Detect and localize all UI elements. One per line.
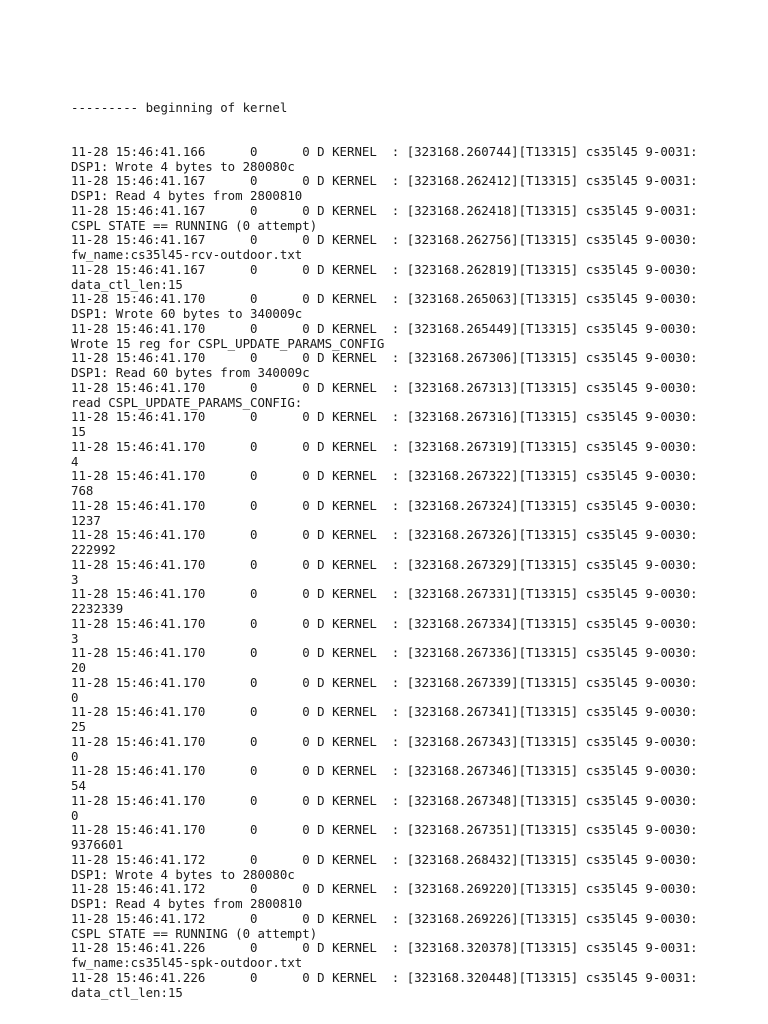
log-entry-message: 3 xyxy=(71,631,79,646)
log-entry-head: 11-28 15:46:41.170 0 0 D KERNEL : [323168.267322][T13315] cs35l45 9-0030: xyxy=(71,469,698,484)
log-entry-head: 11-28 15:46:41.170 0 0 D KERNEL : [323168.267326][T13315] cs35l45 9-0030: xyxy=(71,528,698,543)
log-entry-head: 11-28 15:46:41.170 0 0 D KERNEL : [323168.267316][T13315] cs35l45 9-0030: xyxy=(71,410,698,425)
log-entry-message: fw_name:cs35l45-rcv-outdoor.txt xyxy=(71,248,303,262)
log-entry-message: 2232339 xyxy=(71,602,124,616)
log-entry-message: 768 xyxy=(71,484,94,498)
log-entry-message: DSP1: Read 4 bytes from 2800810 xyxy=(71,897,303,911)
log-entry-head: 11-28 15:46:41.172 0 0 D KERNEL : [323168.269226][T13315] cs35l45 9-0030: xyxy=(71,911,698,926)
log-entry-message: 222992 xyxy=(71,543,116,557)
log-entry-head: 11-28 15:46:41.170 0 0 D KERNEL : [323168.267336][T13315] cs35l45 9-0030: xyxy=(71,646,698,661)
log-entry-message: DSP1: Wrote 4 bytes to 280080c xyxy=(71,159,295,174)
log-entry-message: 25 xyxy=(71,720,86,734)
log-entry-head: 11-28 15:46:41.170 0 0 D KERNEL : [323168.267348][T13315] cs35l45 9-0030: xyxy=(71,793,698,808)
log-entry-head: 11-28 15:46:41.170 0 0 D KERNEL : [323168.267351][T13315] cs35l45 9-0030: xyxy=(71,823,698,838)
log-entry-message: 1237 xyxy=(71,513,101,528)
log-entry-head: 11-28 15:46:41.167 0 0 D KERNEL : [323168.262819][T13315] cs35l45 9-0030: xyxy=(71,262,698,277)
log-entry-head: 11-28 15:46:41.170 0 0 D KERNEL : [323168.265063][T13315] cs35l45 9-0030: xyxy=(71,292,698,307)
log-entry-message: 9376601 xyxy=(71,838,124,852)
log-entry-message: 20 xyxy=(71,661,86,675)
log-entry-message: 54 xyxy=(71,779,86,793)
log-entry-head: 11-28 15:46:41.167 0 0 D KERNEL : [323168.262412][T13315] cs35l45 9-0031: xyxy=(71,174,698,189)
log-entry-head: 11-28 15:46:41.172 0 0 D KERNEL : [323168.269220][T13315] cs35l45 9-0030: xyxy=(71,882,698,897)
log-entry-message: 3 xyxy=(71,572,79,587)
log-entry-message: CSPL STATE == RUNNING (0 attempt) xyxy=(71,926,318,941)
log-entry-head: 11-28 15:46:41.170 0 0 D KERNEL : [323168.267341][T13315] cs35l45 9-0030: xyxy=(71,705,698,720)
log-entry-head: 11-28 15:46:41.226 0 0 D KERNEL : [323168.320448][T13315] cs35l45 9-0031: xyxy=(71,970,698,985)
log-entry-head: 11-28 15:46:41.170 0 0 D KERNEL : [323168.267306][T13315] cs35l45 9-0030: xyxy=(71,351,698,366)
log-entry-head: 11-28 15:46:41.170 0 0 D KERNEL : [323168.267313][T13315] cs35l45 9-0030: xyxy=(71,380,698,395)
log-entry-message: DSP1: Read 4 bytes from 2800810 xyxy=(71,189,303,203)
log-header: --------- beginning of kernel xyxy=(71,100,288,115)
log-entry-head: 11-28 15:46:41.170 0 0 D KERNEL : [323168.267329][T13315] cs35l45 9-0030: xyxy=(71,557,698,572)
log-entry-head: 11-28 15:46:41.170 0 0 D KERNEL : [323168.267334][T13315] cs35l45 9-0030: xyxy=(71,616,698,631)
log-entry-head: 11-28 15:46:41.167 0 0 D KERNEL : [323168.262418][T13315] cs35l45 9-0031: xyxy=(71,203,698,218)
log-entry-head: 11-28 15:46:41.170 0 0 D KERNEL : [323168.267319][T13315] cs35l45 9-0030: xyxy=(71,439,698,454)
kernel-log xyxy=(71,71,711,1000)
log-entry-message: Wrote 15 reg for CSPL_UPDATE_PARAMS_CONFIG xyxy=(71,336,385,351)
log-entry-message: read CSPL_UPDATE_PARAMS_CONFIG: xyxy=(71,395,303,410)
log-entry-head: 11-28 15:46:41.226 0 0 D KERNEL : [323168.320378][T13315] cs35l45 9-0031: xyxy=(71,941,698,956)
log-entry-message: DSP1: Read 60 bytes from 340009c xyxy=(71,366,310,380)
log-entry-message: 0 xyxy=(71,808,79,823)
log-entry-head: 11-28 15:46:41.170 0 0 D KERNEL : [323168.265449][T13315] cs35l45 9-0030: xyxy=(71,321,698,336)
log-entry-message: 0 xyxy=(71,690,79,705)
log-entry-head: 11-28 15:46:41.166 0 0 D KERNEL : [323168.260744][T13315] cs35l45 9-0031: xyxy=(71,144,698,159)
log-entry-message: 0 xyxy=(71,749,79,764)
log-entry-message: DSP1: Wrote 60 bytes to 340009c xyxy=(71,307,303,321)
log-entry-head: 11-28 15:46:41.170 0 0 D KERNEL : [323168.267324][T13315] cs35l45 9-0030: xyxy=(71,498,698,513)
log-entry-message: 15 xyxy=(71,425,86,439)
log-entry-message: data_ctl_len:15 xyxy=(71,985,183,1000)
log-entry-head: 11-28 15:46:41.167 0 0 D KERNEL : [323168.262756][T13315] cs35l45 9-0030: xyxy=(71,233,698,248)
log-entry-message: CSPL STATE == RUNNING (0 attempt) xyxy=(71,218,318,233)
log-entry-message: 4 xyxy=(71,454,79,469)
log-entry-head: 11-28 15:46:41.172 0 0 D KERNEL : [323168.268432][T13315] cs35l45 9-0030: xyxy=(71,852,698,867)
log-entry-head: 11-28 15:46:41.170 0 0 D KERNEL : [323168.267331][T13315] cs35l45 9-0030: xyxy=(71,587,698,602)
log-entry-head: 11-28 15:46:41.170 0 0 D KERNEL : [323168.267343][T13315] cs35l45 9-0030: xyxy=(71,734,698,749)
log-entry-head: 11-28 15:46:41.170 0 0 D KERNEL : [323168.267339][T13315] cs35l45 9-0030: xyxy=(71,675,698,690)
log-entry-message: DSP1: Wrote 4 bytes to 280080c xyxy=(71,867,295,882)
log-entry-head: 11-28 15:46:41.170 0 0 D KERNEL : [323168.267346][T13315] cs35l45 9-0030: xyxy=(71,764,698,779)
log-entry-message: fw_name:cs35l45-spk-outdoor.txt xyxy=(71,956,303,970)
log-entry-message: data_ctl_len:15 xyxy=(71,277,183,292)
